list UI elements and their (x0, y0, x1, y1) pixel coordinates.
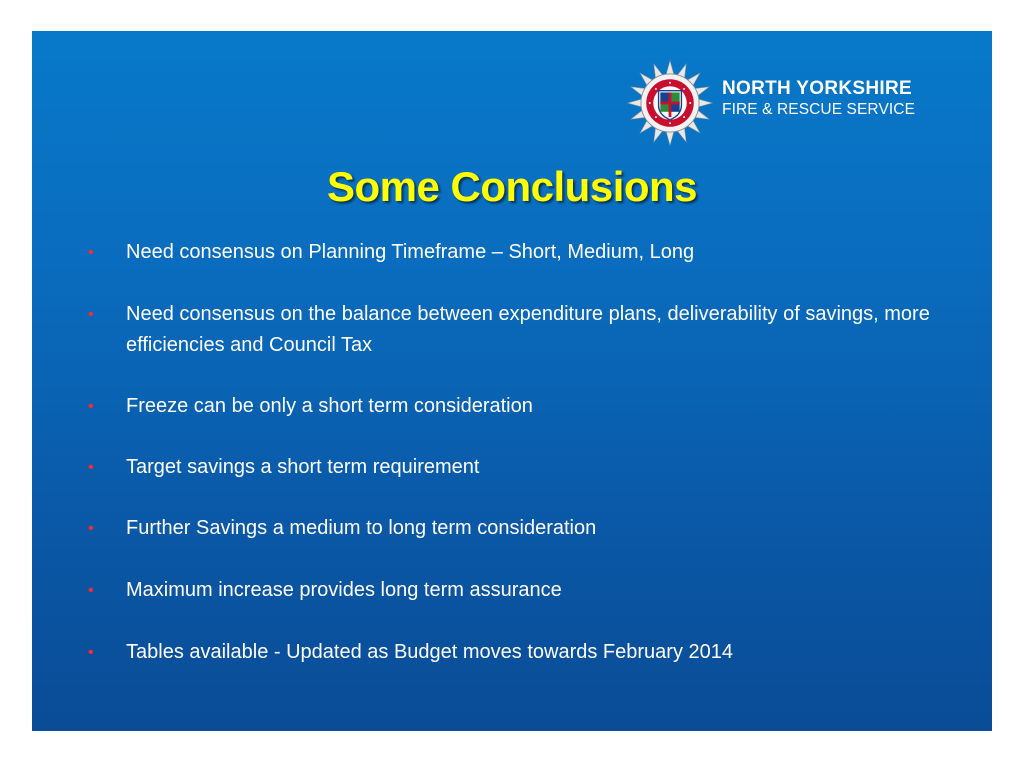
bullet-item-further-savings (88, 513, 946, 544)
logo-line-2: FIRE & RESCUE SERVICE (722, 101, 916, 118)
slide-title: Some Conclusions (326, 163, 698, 210)
bullet-item-maximum-increase (88, 575, 946, 606)
bullet-marker: • (88, 398, 94, 415)
bullet-list (32, 31, 992, 731)
bullet-item-balance (88, 299, 946, 361)
bullet-text: Maximum increase provides long term assurance (126, 579, 562, 601)
bullet-text: Target savings a short term requirement (126, 456, 480, 478)
bullet-item-tables-available (88, 637, 946, 668)
bullet-item-planning-timeframe (88, 237, 946, 268)
bullet-text: Need consensus on Planning Timeframe – Short, Medium, Long (126, 241, 695, 263)
bullet-marker: • (88, 582, 94, 599)
bullet-marker: • (88, 520, 94, 537)
bullet-item-target-savings (88, 452, 946, 483)
bullet-item-freeze (88, 391, 946, 422)
bullet-marker: • (88, 459, 94, 476)
bullet-text: Need consensus on the balance between expenditure plans, deliverability of savings, more efficiencies and Council Tax (126, 303, 930, 356)
bullet-marker: • (88, 306, 94, 323)
slide (32, 31, 992, 731)
bullet-marker: • (88, 244, 94, 261)
bullet-text: Tables available - Updated as Budget moves towards February 2014 (126, 641, 734, 663)
logo-line-1: NORTH YORKSHIRE (722, 78, 912, 99)
bullet-text: Freeze can be only a short term consideration (126, 395, 533, 417)
bullet-text: Further Savings a medium to long term consideration (126, 517, 597, 539)
bullet-marker: • (88, 644, 94, 661)
